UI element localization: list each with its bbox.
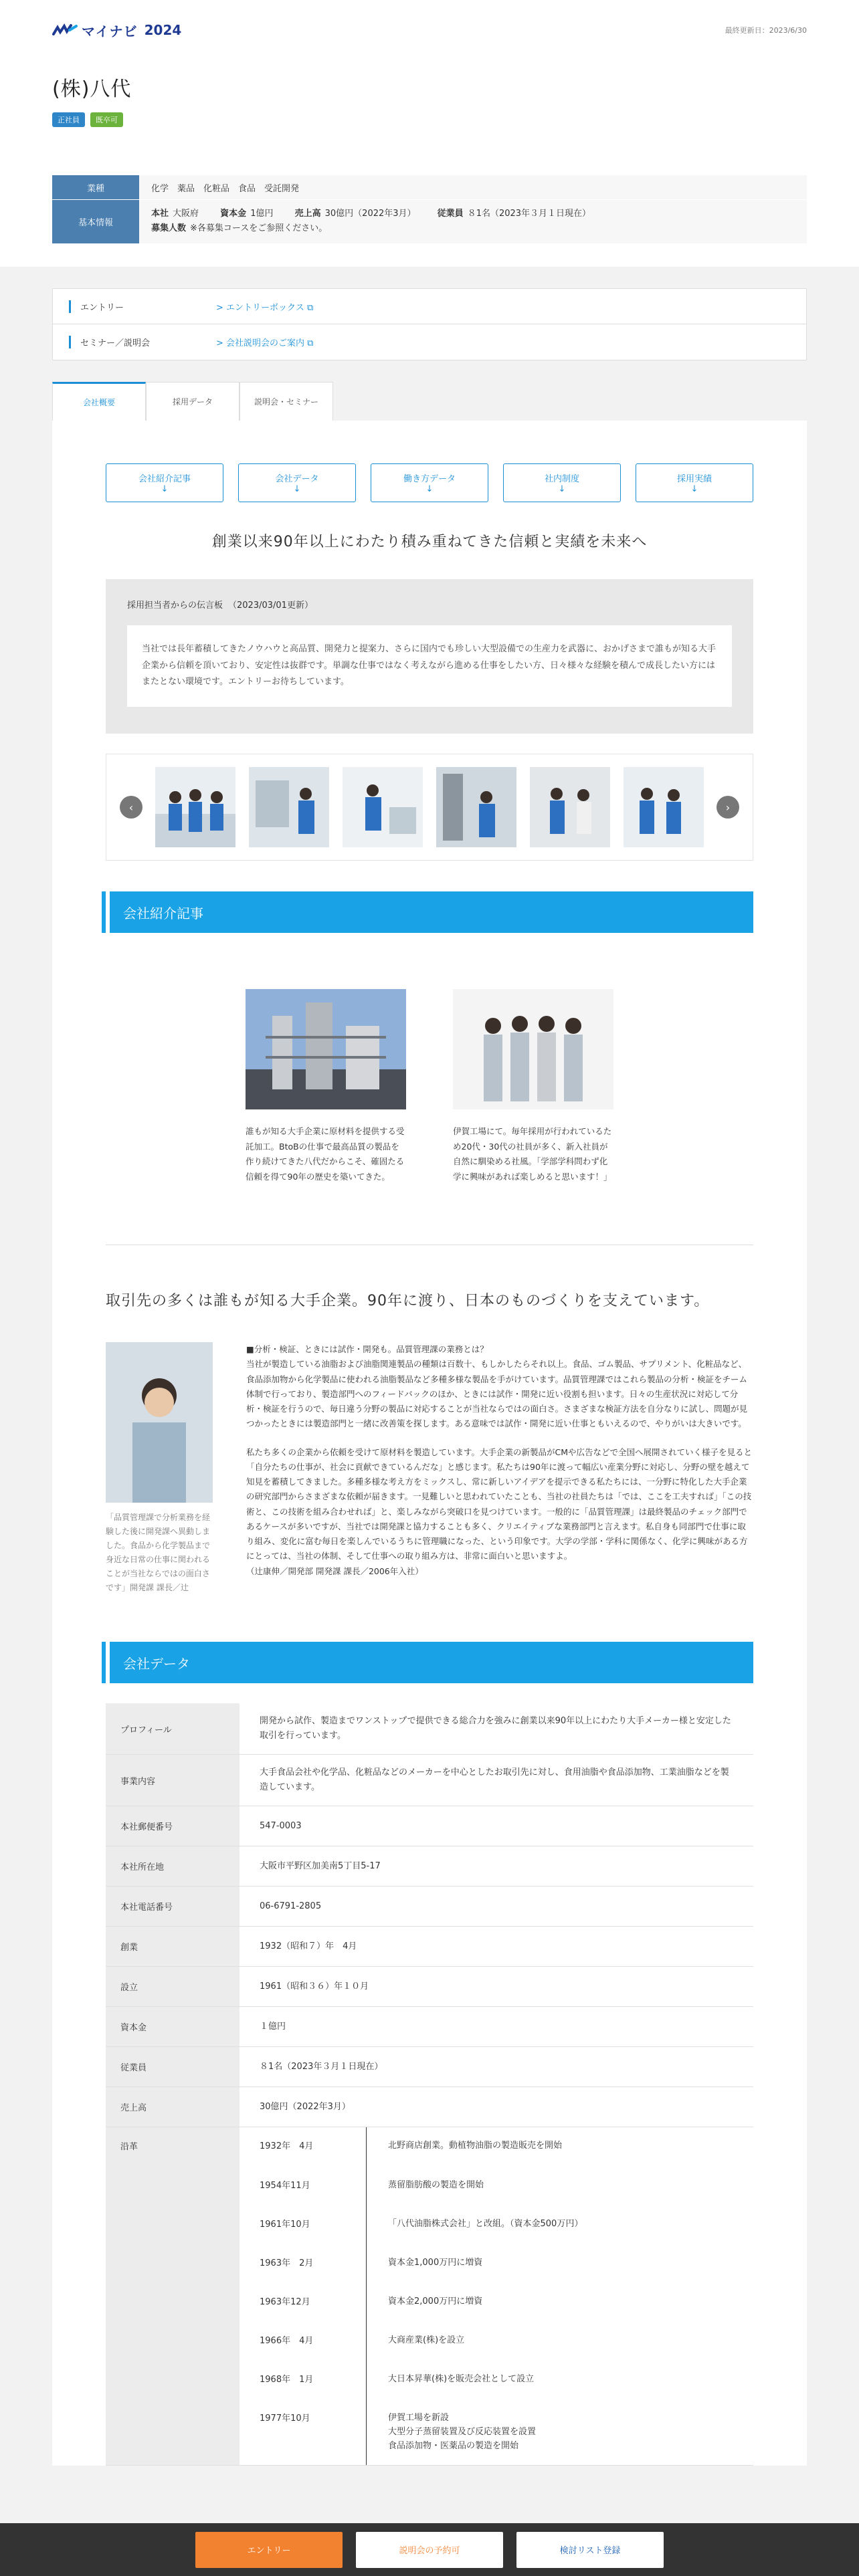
- staff-group-photo-icon: [453, 989, 613, 1109]
- history-event: 北野商店創業。動植物油脂の製造販売を開始: [388, 2141, 563, 2151]
- factory-photo-icon: [436, 767, 516, 847]
- anchor-company-data[interactable]: [238, 463, 356, 502]
- arrow-down-icon: ↓: [690, 484, 698, 494]
- company-data-table: [106, 1703, 753, 2466]
- employees-value: ８1名（2023年３月１日現在）: [467, 209, 591, 219]
- interview-caption: 「品質管理課で分析業務を経験した後に開発課へ異動しました。食品から化学製品まで身近な日常の仕事に関われることが当社ならではの面白さです」開発課 課長／辻: [106, 1513, 211, 1593]
- staff-photo-icon: [624, 767, 704, 847]
- capital-value: 1億円: [250, 209, 274, 219]
- data-key: プロフィール: [106, 1703, 240, 1755]
- seminar-link[interactable]: > 会社説明会のご案内 ⧉: [216, 338, 314, 348]
- thumbnail[interactable]: [343, 767, 423, 847]
- history-year: 1977年10月: [260, 2399, 367, 2465]
- thumbnail[interactable]: [530, 767, 610, 847]
- logo-year: 2024: [144, 22, 182, 38]
- data-row: [106, 1846, 753, 1887]
- arrow-down-icon: ↓: [425, 484, 434, 494]
- interview-signature: （辻康伸／開発部 開発課 課長／2006年入社）: [246, 1566, 423, 1576]
- history-row: [106, 2127, 753, 2466]
- anchor-work-style[interactable]: [371, 463, 488, 502]
- entry-key: エントリー: [69, 300, 216, 313]
- data-row: [106, 2087, 753, 2127]
- interview-heading: 取引先の多くは誰もが知る大手企業。90年に渡り、日本のものづくりを支えています。: [106, 1293, 710, 1310]
- anchor-internal-system[interactable]: [503, 463, 621, 502]
- employment-badges: [52, 112, 807, 127]
- main-area: [0, 288, 859, 2466]
- company-header: [0, 60, 859, 127]
- mynavi-logo[interactable]: [52, 21, 181, 40]
- seminar-row: [53, 324, 806, 360]
- spacer: [0, 244, 859, 267]
- anchor-label: 社内制度: [544, 474, 579, 484]
- overview-panel: [52, 421, 807, 2466]
- lab-photo-icon: [343, 767, 423, 847]
- employee-photo-icon: [106, 1342, 213, 1503]
- capital-key: 資本金: [220, 209, 247, 219]
- data-key: 売上高: [106, 2087, 240, 2127]
- photo-carousel: [106, 754, 753, 861]
- article-item: [453, 989, 613, 1184]
- data-key: 本社郵便番号: [106, 1806, 240, 1846]
- hq-value: 大阪府: [173, 209, 199, 219]
- data-value: 06-6791-2805: [240, 1887, 753, 1927]
- data-value: 1961（昭和３６）年１０月: [240, 1967, 753, 2007]
- history-year: 1963年 2月: [260, 2244, 367, 2283]
- interview-paragraph: 私たち多くの企業から依頼を受けて原材料を製造しています。大手企業の新製品がCMや広告などで全国へ展開されていく様子を見ると「自分たちの仕事が、社会に貢献できているんだな」と感じます。私たちは90年に渡って幅広い産業分野に対応し、分野の壁を越えて知見を蓄積してきました。多種多様な考え方をミックスし、常に新しいアイデアを提示できる私たちには、一分野に特化した大手企業の研究部門からさまざまな依頼が届きます。一見難しいと思われていたことも、当社の社員たちは「では、ここを工夫すれば」「この技術と、この技術を組み合わせれば」と、楽しみながら突破口を見つけています。一般的に「品質管理課」は最終製品のチェック部門であるケースが多いですが、当社では開発課と協力することも多く、クリエイティブな業務部門と言えます。私自身も同部門で仕事に取り組み、変化に富む毎日を楽しんでいるうちに管理職になった、という印象です。大学の学部・学科に関係なく、化学に興味がある方にとっては、当社の体制、そして仕事への取り組み方は、非常に面白いと思いますよ。: [246, 1446, 753, 1562]
- arrow-down-icon: ↓: [293, 484, 301, 494]
- history-year: 1966年 4月: [260, 2322, 367, 2361]
- thumbnail[interactable]: [249, 767, 329, 847]
- staff-photo-icon: [155, 767, 235, 847]
- seminar-key: セミナー／説明会: [69, 336, 216, 348]
- basic-info-label: 基本情報: [52, 200, 139, 244]
- history-key: 沿革: [106, 2127, 240, 2466]
- arrow-down-icon: ↓: [558, 484, 566, 494]
- data-value: 30億円（2022年3月）: [240, 2087, 753, 2127]
- entry-box-link[interactable]: > エントリーボックス ⧉: [216, 302, 314, 313]
- article-list: [106, 989, 753, 1184]
- industry-label: 業種: [52, 175, 139, 200]
- data-key: 設立: [106, 1967, 240, 2007]
- data-key: 創業: [106, 1927, 240, 1967]
- bottom-action-bar: [0, 2523, 859, 2576]
- data-row: [106, 2007, 753, 2047]
- message-title-text: 採用担当者からの伝言板: [127, 601, 223, 611]
- data-value: 大阪市平野区加美南5丁目5-17: [240, 1846, 753, 1887]
- history-event: 「八代油脂株式会社」と改組。（資本金500万円）: [388, 2218, 583, 2229]
- thumbnail[interactable]: [155, 767, 235, 847]
- data-key: 資本金: [106, 2007, 240, 2047]
- data-row: [106, 1967, 753, 2007]
- data-row: [106, 1703, 753, 1755]
- section-heading-article: 会社紹介記事: [106, 891, 753, 933]
- data-value: ８1名（2023年３月１日現在）: [240, 2047, 753, 2087]
- plant-photo-icon: [246, 989, 406, 1109]
- entry-row: [53, 289, 806, 324]
- history-list: [260, 2127, 733, 2465]
- office-photo-icon: [530, 767, 610, 847]
- data-value: 1932（昭和７）年 4月: [240, 1927, 753, 1967]
- history-event: 蒸留脂肪酸の製造を開始: [388, 2179, 484, 2190]
- thumbnail[interactable]: [624, 767, 704, 847]
- carousel-next-button[interactable]: ›: [717, 796, 739, 819]
- entry-button[interactable]: エントリー: [195, 2532, 343, 2568]
- badge-graduate-ok: 既卒可: [90, 112, 123, 127]
- data-key: 従業員: [106, 2047, 240, 2087]
- tab-recruit-data[interactable]: 採用データ: [146, 382, 240, 421]
- last-updated: 最終更新日：2023/6/30: [725, 26, 807, 35]
- industry-value: 化学 薬品 化粧品 食品 受託開発: [139, 175, 807, 200]
- interview-text: [246, 1342, 753, 1595]
- interview-section: [106, 1245, 753, 1595]
- anchor-label: 会社紹介記事: [138, 474, 191, 484]
- tab-company-overview[interactable]: 会社概要: [52, 382, 146, 421]
- article-text: 伊賀工場にて。毎年採用が行われているため20代・30代の社員が多く、新入社員が自然に馴染める社風。「学部学科問わず化学に興味があれば楽しめると思います！」: [453, 1126, 612, 1182]
- anchor-hiring-record[interactable]: [636, 463, 753, 502]
- recruit-key: 募集人数: [151, 223, 187, 234]
- anchor-label: 採用実績: [676, 474, 712, 484]
- data-row: [106, 1806, 753, 1846]
- history-year: 1954年11月: [260, 2167, 367, 2206]
- data-key: 事業内容: [106, 1755, 240, 1806]
- history-event: 伊賀工場を新設 大型分子蒸留装置及び反応装置を設置 食品添加物・医薬品の製造を開始: [388, 2413, 537, 2451]
- carousel-prev-button[interactable]: ‹: [120, 796, 142, 819]
- data-row: [106, 2047, 753, 2087]
- history-value: [240, 2127, 753, 2466]
- logo-icon: [52, 23, 78, 37]
- data-value: 547-0003: [240, 1806, 753, 1846]
- page-tabs: [52, 382, 807, 421]
- arrow-down-icon: ↓: [161, 484, 169, 494]
- tab-seminar[interactable]: 説明会・セミナー: [240, 382, 333, 421]
- recruit-value: ※各募集コースをご参照ください。: [190, 223, 328, 234]
- company-name: (株)八代: [52, 78, 132, 101]
- sales-key: 売上高: [294, 209, 321, 219]
- site-header: [0, 0, 859, 60]
- badge-fulltime: 正社員: [52, 112, 85, 127]
- sales-value: 30億円（2022年3月）: [324, 209, 416, 219]
- top-section: [0, 0, 859, 267]
- catchcopy: 創業以来90年以上にわたり積み重ねてきた信頼と実績を未来へ: [211, 534, 648, 550]
- data-key: 本社電話番号: [106, 1887, 240, 1927]
- data-value: 開発から試作、製造までワンストップで提供できる総合力を強みに創業以来90年以上にわたり大手メーカー様と安定した取引を行っています。: [240, 1703, 753, 1755]
- interview-paragraph: ■分析・検証、ときには試作・開発も。品質管理課の業務とは？ 当社が製造している油脂および油脂関連製品の種類は百数十、もしかしたらそれ以上。食品、ゴム製品、サプリメント、化粧品など、食品添加物から化学製品に使われる油脂製品など多種多様な製品を手がけています。品質管理課ではこれら製品の分析・検証をチーム体制で行っており、製造部門へのフィードバックのほか、ときには試作・開発に近い役割も担います。日々の生産状況に対応して分析・検証を行うので、毎日違う分野の製品に対応することが当社ならではの面白さ。さまざまな検証方法を自分なりに試し、問題が見つかったときには製造部門と一緒に改善策を探します。ある意味では試作・開発に近い仕事ともいえるので、やりがいは大きいです。: [246, 1344, 748, 1429]
- history-year: 1963年12月: [260, 2283, 367, 2322]
- interview-side: [106, 1342, 213, 1595]
- data-row: [106, 1755, 753, 1806]
- basic-info-value: [139, 200, 807, 244]
- thumbnail[interactable]: [436, 767, 516, 847]
- history-year: 1968年 1月: [260, 2361, 367, 2399]
- history-event: 大商産業(株)を設立: [388, 2335, 465, 2345]
- data-key: 本社所在地: [106, 1846, 240, 1887]
- history-year: 1932年 4月: [260, 2127, 367, 2166]
- history-event: 資本金2,000万円に増資: [388, 2296, 483, 2306]
- anchor-label: 会社データ: [275, 474, 319, 484]
- history-year: 1961年10月: [260, 2206, 367, 2244]
- anchor-article[interactable]: [106, 463, 223, 502]
- add-to-list-button[interactable]: 検討リスト登録: [516, 2532, 664, 2568]
- entry-links-box: [52, 288, 807, 360]
- data-row: [106, 1887, 753, 1927]
- history-event: 資本金1,000万円に増資: [388, 2257, 483, 2268]
- history-event: 大日本昇華(株)を販売会社として設立: [388, 2374, 535, 2384]
- message-title: [127, 598, 732, 611]
- logo-text: マイナビ: [82, 23, 138, 39]
- employees-key: 従業員: [437, 209, 464, 219]
- data-row: [106, 1927, 753, 1967]
- article-item: [246, 989, 406, 1184]
- anchor-links: [106, 463, 753, 502]
- message-date: （2023/03/01更新）: [228, 601, 313, 611]
- recruiter-message: [106, 579, 753, 734]
- article-text: 誰もが知る大手企業に原材料を提供する受託加工。BtoBの仕事で最高品質の製品を作り続けてきた八代だからこそ、確固たる信頼を得て90年の歴史を築いてきた。: [246, 1126, 405, 1182]
- anchor-label: 働き方データ: [403, 474, 456, 484]
- interview-body: [106, 1342, 753, 1595]
- hq-key: 本社: [151, 209, 169, 219]
- message-body: 当社では長年蓄積してきたノウハウと高品質、開発力と提案力、さらに国内でも珍しい大型設備での生産力を武器に、おかげさまで誰もが知る大手企業から信頼を頂いており、安定性は抜群です。単調な仕事ではなく考えながら進める仕事をしたい方、日々様々な経験を積んで成長したい方にはまたとない環境です。エントリーお待ちしています。: [127, 625, 732, 707]
- lab-photo-icon: [249, 767, 329, 847]
- data-value: １億円: [240, 2007, 753, 2047]
- data-value: 大手食品会社や化学品、化粧品などのメーカーを中心としたお取引先に対し、食用油脂や食品添加物、工業油脂などを製造しています。: [240, 1755, 753, 1806]
- basic-info-table: [52, 175, 807, 244]
- carousel-thumbnails: [155, 767, 704, 847]
- seminar-reserve-button[interactable]: 説明会の予約可: [356, 2532, 503, 2568]
- section-heading-company-data: 会社データ: [106, 1642, 753, 1683]
